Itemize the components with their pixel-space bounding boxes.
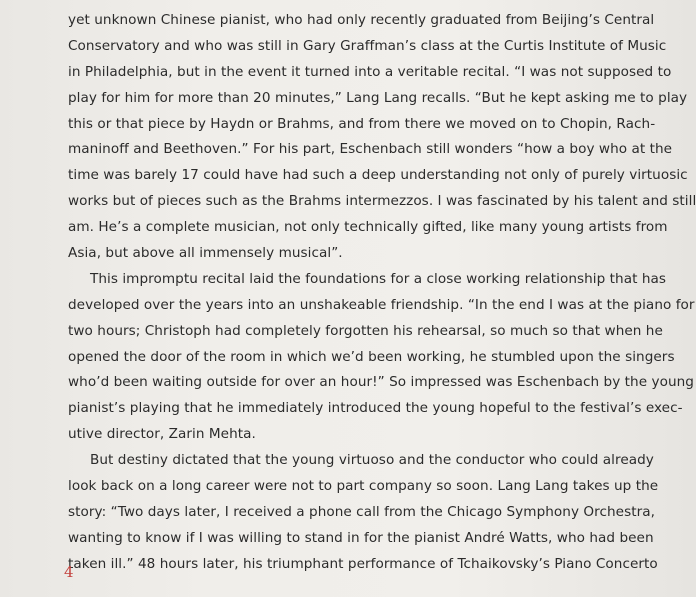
text-line: wanting to know if I was willing to stand in for the pianist André Watts, who had been <box>68 529 654 546</box>
text-line: works but of pieces such as the Brahms intermezzos. I was fascinated by his talent and still <box>68 193 696 210</box>
text-line: utive director, Zarin Mehta. <box>68 426 256 443</box>
text-line: play for him for more than 20 minutes,” Lang Lang recalls. “But he kept asking me to play <box>68 89 688 106</box>
text-line: story: “Two days later, I received a phone call from the Chicago Symphony Orchestra, <box>68 503 656 520</box>
text-line: time was barely 17 could have had such a deep understanding not only of purely virtuosic <box>68 167 688 184</box>
text-line: This impromptu recital laid the foundations for a close working relationship that has <box>90 270 667 287</box>
text-line: Asia, but above all immensely musical”. <box>68 245 343 262</box>
text-line: pianist’s playing that he immediately introduced the young hopeful to the festival’s exec- <box>68 400 683 417</box>
text-line: two hours; Christoph had completely forgotten his rehearsal, so much so that when he <box>68 322 663 339</box>
body-text <box>68 8 696 578</box>
page-number: 4 <box>64 563 74 581</box>
text-line: look back on a long career were not to part company so soon. Lang Lang takes up the <box>68 478 659 495</box>
text-line: am. He’s a complete musician, not only technically gifted, like many young artists from <box>68 219 668 236</box>
text-line: maninoff and Beethoven.” For his part, Eschenbach still wonders “how a boy who at the <box>68 141 673 158</box>
text-line: developed over the years into an unshakeable friendship. “In the end I was at the piano for <box>68 296 695 313</box>
text-line: this or that piece by Haydn or Brahms, and from there we moved on to Chopin, Rach- <box>68 115 656 132</box>
text-line: Conservatory and who was still in Gary Graffman’s class at the Curtis Institute of Music <box>68 37 667 54</box>
text-line: in Philadelphia, but in the event it turned into a veritable recital. “I was not supposed to <box>68 63 672 80</box>
text-line: But destiny dictated that the young virtuoso and the conductor who could already <box>90 452 654 469</box>
text-line: yet unknown Chinese pianist, who had only recently graduated from Beijing’s Central <box>68 12 655 28</box>
text-line: taken ill.” 48 hours later, his triumphant performance of Tchaikovsky’s Piano Concerto <box>68 555 658 572</box>
text-line: opened the door of the room in which we’d been working, he stumbled upon the singers <box>68 348 675 365</box>
text-line: who’d been waiting outside for over an hour!” So impressed was Eschenbach by the young <box>68 374 694 391</box>
